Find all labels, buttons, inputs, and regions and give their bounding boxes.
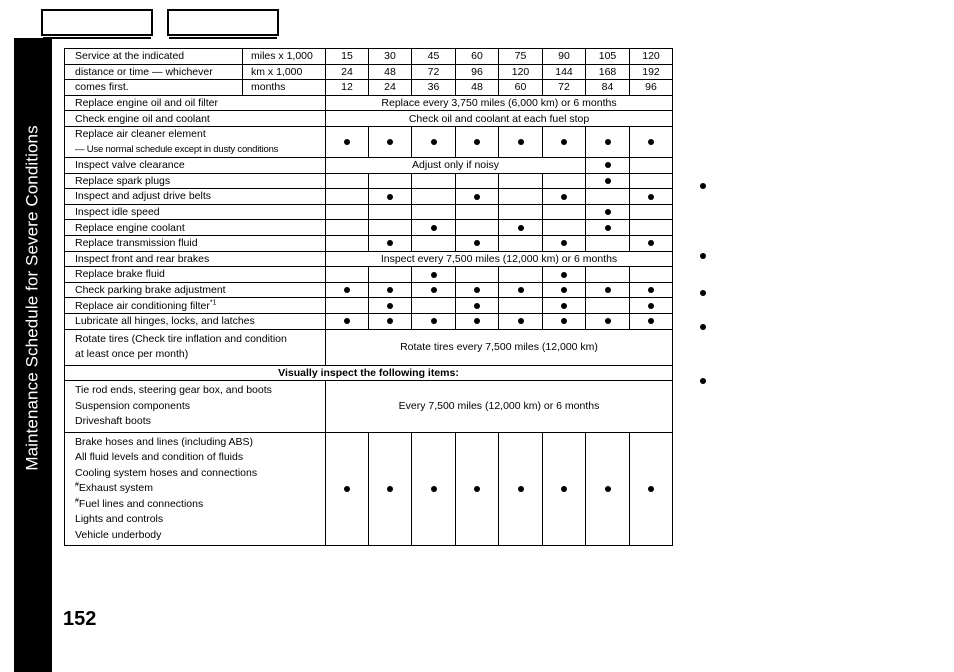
interval-cell <box>499 173 543 189</box>
item-label <box>65 329 326 365</box>
service-dot <box>387 303 393 309</box>
visual-item-text: Tie rod ends, steering gear box, and boots <box>75 384 272 397</box>
service-dot <box>648 303 654 309</box>
header-row <box>65 64 673 80</box>
service-dot <box>605 318 611 324</box>
interval-value: 84 <box>586 80 630 96</box>
interval-value: 192 <box>630 64 673 80</box>
interval-cell <box>456 282 499 298</box>
interval-cell <box>456 204 499 220</box>
service-dot <box>518 139 524 145</box>
page-number: 152 <box>63 608 97 630</box>
item-label <box>65 298 326 314</box>
service-dot <box>431 318 437 324</box>
schedule-row <box>65 111 673 127</box>
interval-cell <box>630 267 673 283</box>
interval-cell <box>412 432 456 546</box>
item-text: Lubricate all hinges, locks, and latches <box>75 315 255 328</box>
interval-cell <box>543 267 586 283</box>
bullet-marker <box>700 378 706 384</box>
interval-cell <box>499 204 543 220</box>
interval-value: 12 <box>326 80 369 96</box>
interval-cell <box>630 282 673 298</box>
interval-cell <box>499 282 543 298</box>
item-label <box>65 267 326 283</box>
footnote-marker: # <box>75 481 79 489</box>
interval-span: Check oil and coolant at each fuel stop <box>326 111 673 127</box>
interval-cell <box>412 235 456 251</box>
interval-value: 36 <box>412 80 456 96</box>
interval-cell <box>499 298 543 314</box>
schedule-row <box>65 282 673 298</box>
item-label <box>65 282 326 298</box>
service-dot <box>605 139 611 145</box>
item-text: Inspect valve clearance <box>75 159 185 172</box>
schedule-row <box>65 126 673 157</box>
interval-cell <box>326 173 369 189</box>
interval-span: Adjust only if noisy <box>326 157 586 173</box>
schedule-row <box>65 173 673 189</box>
service-dot <box>561 303 567 309</box>
interval-cell <box>630 298 673 314</box>
service-dot <box>387 486 393 492</box>
interval-cell <box>326 267 369 283</box>
interval-cell <box>369 282 412 298</box>
item-label <box>65 313 326 329</box>
maintenance-schedule-table <box>64 48 673 546</box>
interval-cell <box>586 157 630 173</box>
service-dot <box>518 486 524 492</box>
interval-cell <box>543 282 586 298</box>
item-text: Check parking brake adjustment <box>75 284 226 297</box>
item-text: Check engine oil and coolant <box>75 112 210 125</box>
schedule-row <box>65 220 673 236</box>
service-dot <box>387 240 393 246</box>
service-dot <box>344 318 350 324</box>
service-dot <box>344 287 350 293</box>
service-dot <box>605 486 611 492</box>
item-text: Rotate tires (Check tire inflation and condition <box>75 332 287 345</box>
interval-value: 96 <box>456 64 499 80</box>
item-text: at least once per month) <box>75 348 189 360</box>
interval-cell <box>369 173 412 189</box>
interval-value: 24 <box>326 64 369 80</box>
interval-cell <box>456 126 499 157</box>
service-dot <box>474 194 480 200</box>
interval-value: 48 <box>369 64 412 80</box>
interval-cell <box>412 267 456 283</box>
interval-cell <box>369 126 412 157</box>
schedule-row <box>65 157 673 173</box>
interval-cell <box>326 432 369 546</box>
footnote-marker: # <box>75 497 79 505</box>
interval-cell <box>630 157 673 173</box>
interval-cell <box>456 220 499 236</box>
visual-item-text: Fuel lines and connections <box>78 497 204 510</box>
footnote-marker: *1 <box>209 299 217 307</box>
item-label <box>65 95 326 111</box>
item-text: Inspect front and rear brakes <box>75 252 210 265</box>
interval-value: 120 <box>499 64 543 80</box>
item-label <box>65 220 326 236</box>
interval-value: 90 <box>543 49 586 65</box>
visual-group-items <box>65 432 326 546</box>
interval-cell <box>412 313 456 329</box>
service-dot <box>561 240 567 246</box>
item-text: Replace air conditioning filter <box>75 299 210 312</box>
interval-cell <box>543 432 586 546</box>
item-text: Replace transmission fluid <box>75 237 198 250</box>
interval-cell <box>586 189 630 205</box>
service-dot <box>605 287 611 293</box>
interval-cell <box>369 189 412 205</box>
item-label <box>65 251 326 267</box>
service-dot <box>474 303 480 309</box>
item-label <box>65 126 326 157</box>
schedule-row <box>65 204 673 220</box>
sidebar-title: Maintenance Schedule for Severe Conditions <box>23 125 43 471</box>
interval-cell <box>630 173 673 189</box>
interval-cell <box>586 220 630 236</box>
item-text: Inspect and adjust drive belts <box>75 190 211 203</box>
interval-cell <box>369 220 412 236</box>
interval-cell <box>499 189 543 205</box>
visual-item-text: Lights and controls <box>75 513 164 526</box>
interval-cell <box>326 126 369 157</box>
bullet-marker <box>700 253 706 259</box>
service-dot <box>648 318 654 324</box>
interval-cell <box>499 267 543 283</box>
item-label <box>65 235 326 251</box>
service-dot <box>518 287 524 293</box>
item-note: — Use normal schedule except in dusty conditions <box>75 143 279 155</box>
interval-cell <box>586 126 630 157</box>
visual-item-text: Cooling system hoses and connections <box>75 466 258 479</box>
interval-cell <box>456 189 499 205</box>
interval-value: 72 <box>543 80 586 96</box>
visual-group-row <box>65 381 673 433</box>
item-text: Replace spark plugs <box>75 174 171 187</box>
interval-cell <box>369 235 412 251</box>
unit-label: miles x 1,000 <box>243 49 326 65</box>
visual-item-text: Driveshaft boots <box>75 415 151 428</box>
interval-cell <box>543 235 586 251</box>
service-dot <box>387 194 393 200</box>
visual-group-items <box>65 381 326 433</box>
service-dot <box>474 139 480 145</box>
service-dot <box>561 486 567 492</box>
interval-cell <box>326 282 369 298</box>
service-dot <box>474 240 480 246</box>
interval-cell <box>326 235 369 251</box>
interval-value: 45 <box>412 49 456 65</box>
interval-value: 60 <box>456 49 499 65</box>
service-dot <box>648 139 654 145</box>
interval-cell <box>630 126 673 157</box>
interval-cell <box>499 432 543 546</box>
interval-cell <box>412 298 456 314</box>
service-dot <box>561 194 567 200</box>
interval-span: Rotate tires every 7,500 miles (12,000 km) <box>326 329 673 365</box>
interval-cell <box>586 204 630 220</box>
schedule-row <box>65 189 673 205</box>
bullet-marker <box>700 290 706 296</box>
service-dot <box>605 178 611 184</box>
interval-value: 24 <box>369 80 412 96</box>
interval-cell <box>456 313 499 329</box>
service-dot <box>387 139 393 145</box>
interval-value: 30 <box>369 49 412 65</box>
interval-value: 96 <box>630 80 673 96</box>
service-dot <box>387 287 393 293</box>
schedule-row <box>65 235 673 251</box>
interval-cell <box>543 298 586 314</box>
interval-cell <box>369 298 412 314</box>
item-text: Replace brake fluid <box>75 268 165 281</box>
bullet-marker <box>700 183 706 189</box>
header-row <box>65 49 673 65</box>
interval-cell <box>630 235 673 251</box>
schedule-row <box>65 329 673 365</box>
visual-item-text: Brake hoses and lines (including ABS) <box>75 435 254 448</box>
interval-span: Inspect every 7,500 miles (12,000 km) or 6 months <box>326 251 673 267</box>
service-dot <box>474 287 480 293</box>
interval-cell <box>326 298 369 314</box>
interval-cell <box>456 235 499 251</box>
service-dot <box>431 272 437 278</box>
service-dot <box>648 287 654 293</box>
interval-cell <box>412 126 456 157</box>
service-dot <box>561 318 567 324</box>
interval-cell <box>369 432 412 546</box>
interval-cell <box>586 313 630 329</box>
schedule-row <box>65 95 673 111</box>
interval-cell <box>412 189 456 205</box>
interval-cell <box>543 204 586 220</box>
service-dot <box>605 162 611 168</box>
interval-cell <box>326 313 369 329</box>
item-text: Replace air cleaner element <box>75 127 206 140</box>
interval-cell <box>499 126 543 157</box>
item-text: Replace engine coolant <box>75 221 185 234</box>
interval-cell <box>369 313 412 329</box>
interval-cell <box>326 204 369 220</box>
bullet-marker <box>700 324 706 330</box>
header-row <box>65 80 673 96</box>
interval-cell <box>412 282 456 298</box>
interval-cell <box>630 220 673 236</box>
schedule-row <box>65 298 673 314</box>
visual-group-row <box>65 432 673 546</box>
service-dot <box>561 139 567 145</box>
interval-value: 72 <box>412 64 456 80</box>
interval-cell <box>499 235 543 251</box>
interval-cell <box>456 432 499 546</box>
interval-cell <box>499 220 543 236</box>
interval-value: 105 <box>586 49 630 65</box>
unit-label: km x 1,000 <box>243 64 326 80</box>
interval-value: 168 <box>586 64 630 80</box>
service-interval-text: Service at the indicated <box>65 49 243 65</box>
service-dot <box>474 486 480 492</box>
service-interval-text: distance or time — whichever <box>65 64 243 80</box>
service-dot <box>561 287 567 293</box>
interval-value: 120 <box>630 49 673 65</box>
interval-cell <box>630 313 673 329</box>
visual-item-text: Suspension components <box>75 399 190 412</box>
visual-item-text: Vehicle underbody <box>75 528 162 541</box>
service-dot <box>648 486 654 492</box>
interval-cell <box>456 298 499 314</box>
interval-value: 75 <box>499 49 543 65</box>
visual-heading-row <box>65 365 673 381</box>
interval-cell <box>586 298 630 314</box>
service-interval-text: comes first. <box>65 80 243 96</box>
service-dot <box>431 287 437 293</box>
interval-cell <box>586 432 630 546</box>
service-dot <box>431 225 437 231</box>
interval-cell <box>586 173 630 189</box>
interval-value: 48 <box>456 80 499 96</box>
interval-cell <box>586 235 630 251</box>
item-label <box>65 173 326 189</box>
schedule-row <box>65 267 673 283</box>
item-text: Inspect idle speed <box>75 206 160 219</box>
interval-cell <box>630 432 673 546</box>
schedule-row <box>65 313 673 329</box>
visual-inspection-heading: Visually inspect the following items: <box>65 365 673 381</box>
item-label <box>65 157 326 173</box>
interval-cell <box>412 220 456 236</box>
interval-cell <box>543 173 586 189</box>
interval-cell <box>630 204 673 220</box>
service-dot <box>431 139 437 145</box>
interval-cell <box>456 173 499 189</box>
service-dot <box>344 139 350 145</box>
service-dot <box>648 194 654 200</box>
unit-label: months <box>243 80 326 96</box>
interval-cell <box>543 189 586 205</box>
visual-item-text: Exhaust system <box>78 482 154 495</box>
interval-value: 15 <box>326 49 369 65</box>
interval-cell <box>586 267 630 283</box>
service-dot <box>648 240 654 246</box>
interval-cell <box>369 267 412 283</box>
visual-item-text: All fluid levels and condition of fluids <box>75 451 244 464</box>
service-dot <box>605 225 611 231</box>
service-dot <box>518 225 524 231</box>
interval-cell <box>456 267 499 283</box>
service-dot <box>387 318 393 324</box>
service-dot <box>605 209 611 215</box>
service-dot <box>561 272 567 278</box>
schedule-row <box>65 251 673 267</box>
item-label <box>65 204 326 220</box>
interval-span: Replace every 3,750 miles (6,000 km) or 6 months <box>326 95 673 111</box>
interval-cell <box>369 204 412 220</box>
service-dot <box>344 486 350 492</box>
nav-tab-previous[interactable] <box>41 9 153 36</box>
interval-value: 144 <box>543 64 586 80</box>
item-label <box>65 111 326 127</box>
interval-cell <box>630 189 673 205</box>
service-dot <box>518 318 524 324</box>
interval-cell <box>326 220 369 236</box>
interval-cell <box>412 173 456 189</box>
nav-tab-next[interactable] <box>167 9 279 36</box>
service-dot <box>431 486 437 492</box>
interval-value: 60 <box>499 80 543 96</box>
interval-span: Every 7,500 miles (12,000 km) or 6 months <box>326 381 673 433</box>
interval-cell <box>412 204 456 220</box>
interval-cell <box>543 313 586 329</box>
interval-cell <box>543 126 586 157</box>
item-label <box>65 189 326 205</box>
interval-cell <box>543 220 586 236</box>
interval-cell <box>326 189 369 205</box>
interval-cell <box>499 313 543 329</box>
interval-cell <box>586 282 630 298</box>
item-text: Replace engine oil and oil filter <box>75 97 219 110</box>
service-dot <box>474 318 480 324</box>
